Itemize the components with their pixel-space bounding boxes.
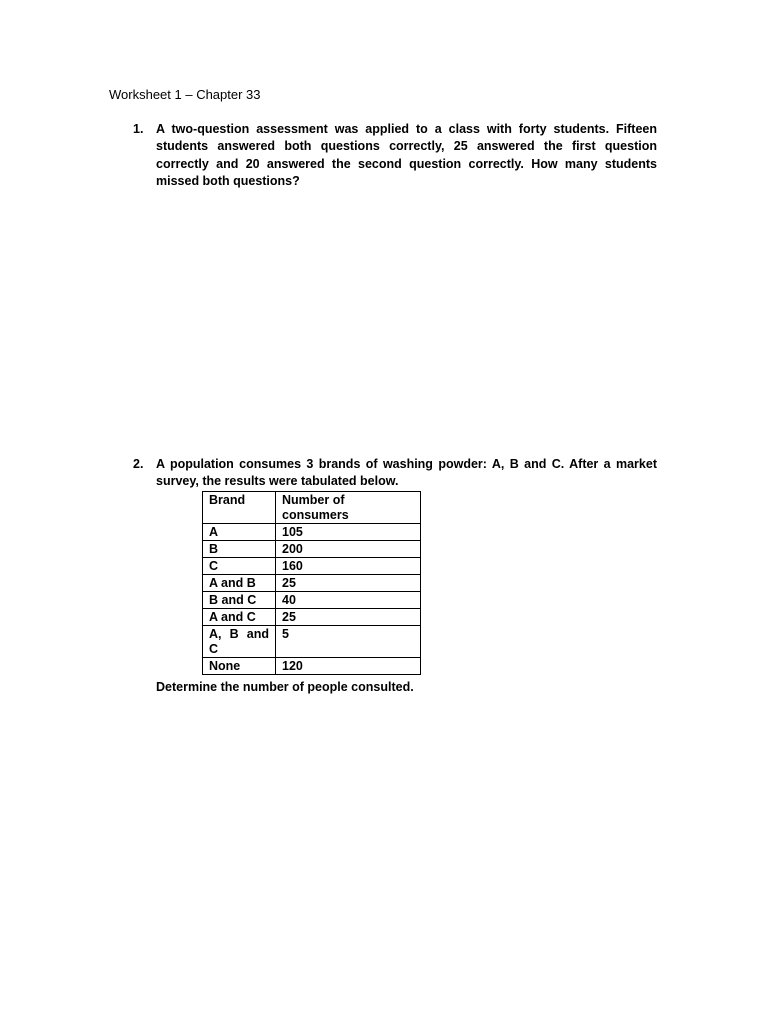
- brand-cell: B: [203, 541, 276, 558]
- brand-cell: A and C: [203, 609, 276, 626]
- question-number: 2.: [133, 457, 144, 471]
- brand-cell: A, B and C: [203, 626, 276, 658]
- table-row: [203, 626, 421, 658]
- brand-cell: None: [203, 658, 276, 675]
- consumers-cell: 200: [276, 541, 421, 558]
- question-text: A population consumes 3 brands of washing powder: A, B and C. After a market survey, the results were tabulated below.: [156, 457, 657, 489]
- table-row: [203, 541, 421, 558]
- question-text: A two-question assessment was applied to a class with forty students. Fifteen students answered both questions correctly, 25 answered the first question correctly and 20 answered the second question correctly. How many students missed both questions?: [156, 122, 657, 188]
- question-2: [133, 456, 657, 491]
- brand-cell: A and B: [203, 575, 276, 592]
- consumers-cell: 40: [276, 592, 421, 609]
- table-row: [203, 609, 421, 626]
- consumers-cell: 120: [276, 658, 421, 675]
- consumer-table: [202, 491, 421, 675]
- consumers-cell: 25: [276, 575, 421, 592]
- consumers-cell: 25: [276, 609, 421, 626]
- question-1: [133, 121, 657, 190]
- question-2-prompt: Determine the number of people consulted.: [156, 680, 414, 694]
- table-header-row: [203, 492, 421, 524]
- brand-cell: A: [203, 524, 276, 541]
- table-row: [203, 592, 421, 609]
- brand-cell: B and C: [203, 592, 276, 609]
- question-number: 1.: [133, 122, 144, 136]
- column-header-consumers: Number of consumers: [276, 492, 421, 524]
- consumers-cell: 105: [276, 524, 421, 541]
- column-header-brand: Brand: [203, 492, 276, 524]
- brand-cell: C: [203, 558, 276, 575]
- consumers-cell: 5: [276, 626, 421, 658]
- table-row: [203, 524, 421, 541]
- table-row: [203, 658, 421, 675]
- worksheet-title: Worksheet 1 – Chapter 33: [109, 87, 261, 102]
- consumers-cell: 160: [276, 558, 421, 575]
- table-row: [203, 575, 421, 592]
- table-row: [203, 558, 421, 575]
